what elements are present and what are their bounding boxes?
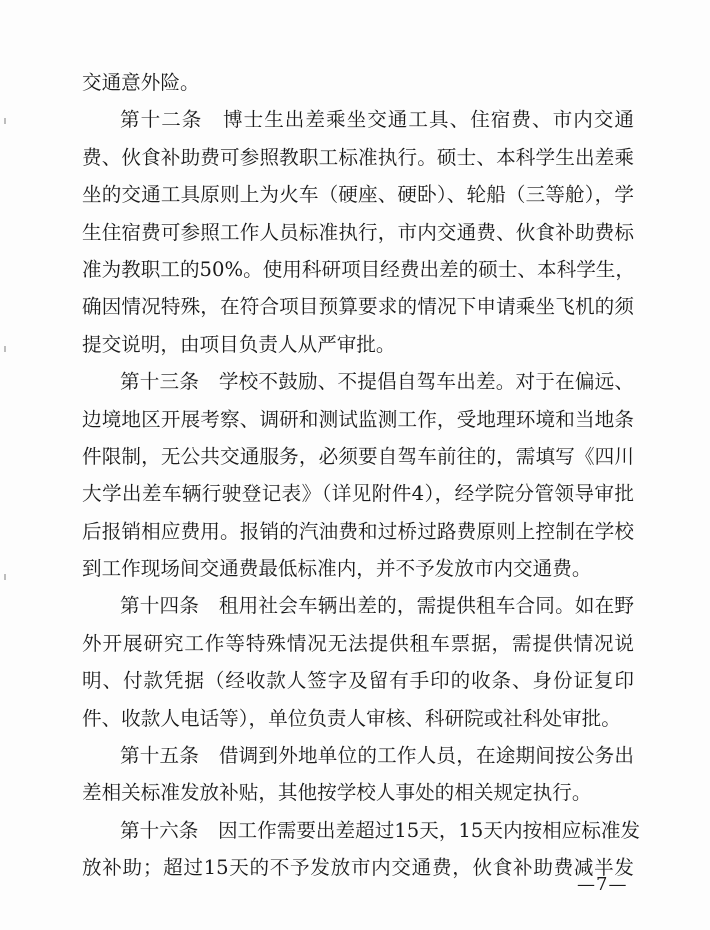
text-line: 件限制，无公共交通服务，必须要自驾车前往的，需填写《四川 xyxy=(82,444,634,468)
article-15-line: 第十五条 借调到外地单位的工作人员，在途期间按公务出 xyxy=(120,744,634,768)
text-line: 提交说明，由项目负责人从严审批。 xyxy=(82,332,396,356)
scan-margin-mark xyxy=(4,118,6,124)
text-line: 到工作现场间交通费最低标准内，并不予发放市内交通费。 xyxy=(82,557,592,581)
text-line: 生住宿费可参照工作人员标准执行，市内交通费、伙食补助费标 xyxy=(82,220,634,244)
text-line: 准为教职工的50%。使用科研项目经费出差的硕士、本科学生， xyxy=(82,257,635,281)
article-16-line: 第十六条 因工作需要出差超过15天，15天内按相应标准发 xyxy=(120,818,641,842)
article-13-line: 第十三条 学校不鼓励、不提倡自驾车出差。对于在偏远、 xyxy=(120,370,634,394)
scan-margin-mark xyxy=(4,346,6,352)
body-text xyxy=(82,64,641,887)
text-line: 差相关标准发放补贴，其他按学校人事处的相关规定执行。 xyxy=(82,781,592,805)
text-line: 坐的交通工具原则上为火车（硬座、硬卧）、轮船（三等舱），学 xyxy=(82,183,634,207)
text-line: 明、付款凭据（经收款人签字及留有手印的收条、身份证复印 xyxy=(82,669,634,693)
text-line: 费、伙食补助费可参照教职工标准执行。硕士、本科学生出差乘 xyxy=(82,145,634,169)
text-line: 后报销相应费用。报销的汽油费和过桥过路费原则上控制在学校 xyxy=(82,519,634,543)
text-line: 外开展研究工作等特殊情况无法提供租车票据，需提供情况说 xyxy=(82,631,634,655)
text-line: 边境地区开展考察、调研和测试监测工作，受地理环境和当地条 xyxy=(82,407,634,431)
page-number: —7— xyxy=(577,874,628,895)
text-line: 件、收款人电话等），单位负责人审核、科研院或社科处审批。 xyxy=(82,706,621,730)
scan-margin-mark xyxy=(4,574,6,580)
text-line: 放补助；超过15天的不予发放市内交通费，伙食补助费减半发 xyxy=(82,856,634,880)
text-line: 大学出差车辆行驶登记表》（详见附件4），经学院分管领导审批 xyxy=(82,482,634,506)
text-line: 交通意外险。 xyxy=(82,71,200,94)
article-12-line: 第十二条 博士生出差乘坐交通工具、住宿费、市内交通 xyxy=(120,108,634,132)
text-line: 确因情况特殊，在符合项目预算要求的情况下申请乘坐飞机的须 xyxy=(82,295,634,319)
article-14-line: 第十四条 租用社会车辆出差的，需提供租车合同。如在野 xyxy=(120,594,634,618)
